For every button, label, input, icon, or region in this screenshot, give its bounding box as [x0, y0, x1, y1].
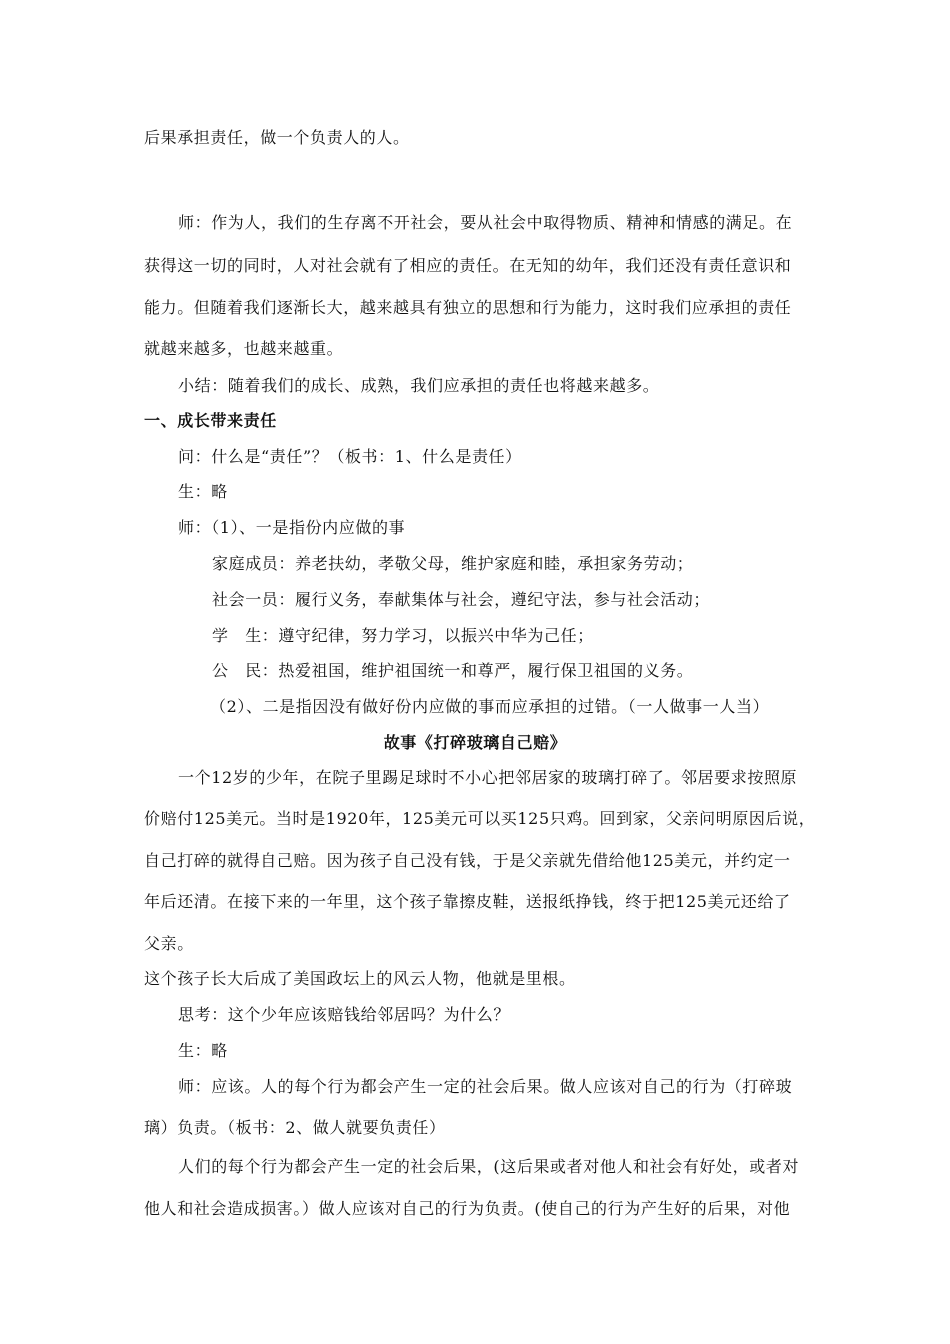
text-line: 能力。但随着我们逐渐长大，越来越具有独立的思想和行为能力，这时我们应承担的责任 [144, 298, 792, 317]
text-line: 就越来越多，也越来越重。 [144, 339, 344, 358]
text-line: 生：略 [178, 482, 228, 501]
text-line: 生：略 [178, 1041, 228, 1060]
text-line: 获得这一切的同时，人对社会就有了相应的责任。在无知的幼年，我们还没有责任意识和 [144, 256, 792, 275]
text-line: 公 民：热爱祖国，维护祖国统一和尊严，履行保卫祖国的义务。 [212, 661, 694, 680]
text-line: 问：什么是“责任”？（板书：1、什么是责任） [178, 447, 522, 466]
text-line: （2）、二是指因没有做好份内应做的事而应承担的过错。（一人做事一人当） [210, 697, 770, 716]
text-line: 师：作为人，我们的生存离不开社会，要从社会中取得物质、精神和情感的满足。在 [178, 213, 793, 232]
text-line: 后果承担责任，做一个负责人的人。 [144, 128, 410, 147]
text-line: 这个孩子长大后成了美国政坛上的风云人物，他就是里根。 [144, 969, 576, 988]
summary-line: 小结：随着我们的成长、成熟，我们应承担的责任也将越来越多。 [178, 376, 660, 395]
story-title: 故事《打碎玻璃自己赔》 [383, 733, 567, 752]
section-heading: 一、成长带来责任 [144, 411, 277, 430]
text-line: 社会一员：履行义务，奉献集体与社会，遵纪守法，参与社会活动； [212, 590, 711, 609]
text-line: 家庭成员：养老扶幼，孝敬父母，维护家庭和睦，承担家务劳动； [212, 554, 694, 573]
text-line: 师：应该。人的每个行为都会产生一定的社会后果。做人应该对自己的行为（打碎玻 [178, 1077, 793, 1096]
text-line: 他人和社会造成损害。）做人应该对自己的行为负责。(使自己的行为产生好的后果，对他 [144, 1199, 791, 1218]
text-line: 价赔付125美元。当时是1920年，125美元可以买125只鸡。回到家，父亲问明原因后说， [144, 809, 816, 828]
text-line: 一个12岁的少年，在院子里踢足球时不小心把邻居家的玻璃打碎了。邻居要求按照原 [178, 768, 798, 787]
text-line: 思考：这个少年应该赔钱给邻居吗？为什么？ [178, 1005, 511, 1024]
text-line: 自己打碎的就得自己赔。因为孩子自己没有钱，于是父亲就先借给他125美元，并约定一 [144, 851, 791, 870]
text-line: 年后还清。在接下来的一年里，这个孩子靠擦皮鞋，送报纸挣钱，终于把125美元还给了 [144, 892, 791, 911]
text-line: 师：（1）、一是指份内应做的事 [178, 518, 406, 537]
text-line: 学 生：遵守纪律，努力学习，以振兴中华为己任； [212, 626, 594, 645]
text-line: 父亲。 [144, 934, 194, 953]
text-line: 璃）负责。（板书：2、做人就要负责任） [144, 1118, 446, 1137]
text-line: 人们的每个行为都会产生一定的社会后果，(这后果或者对他人和社会有好处，或者对 [178, 1157, 800, 1176]
